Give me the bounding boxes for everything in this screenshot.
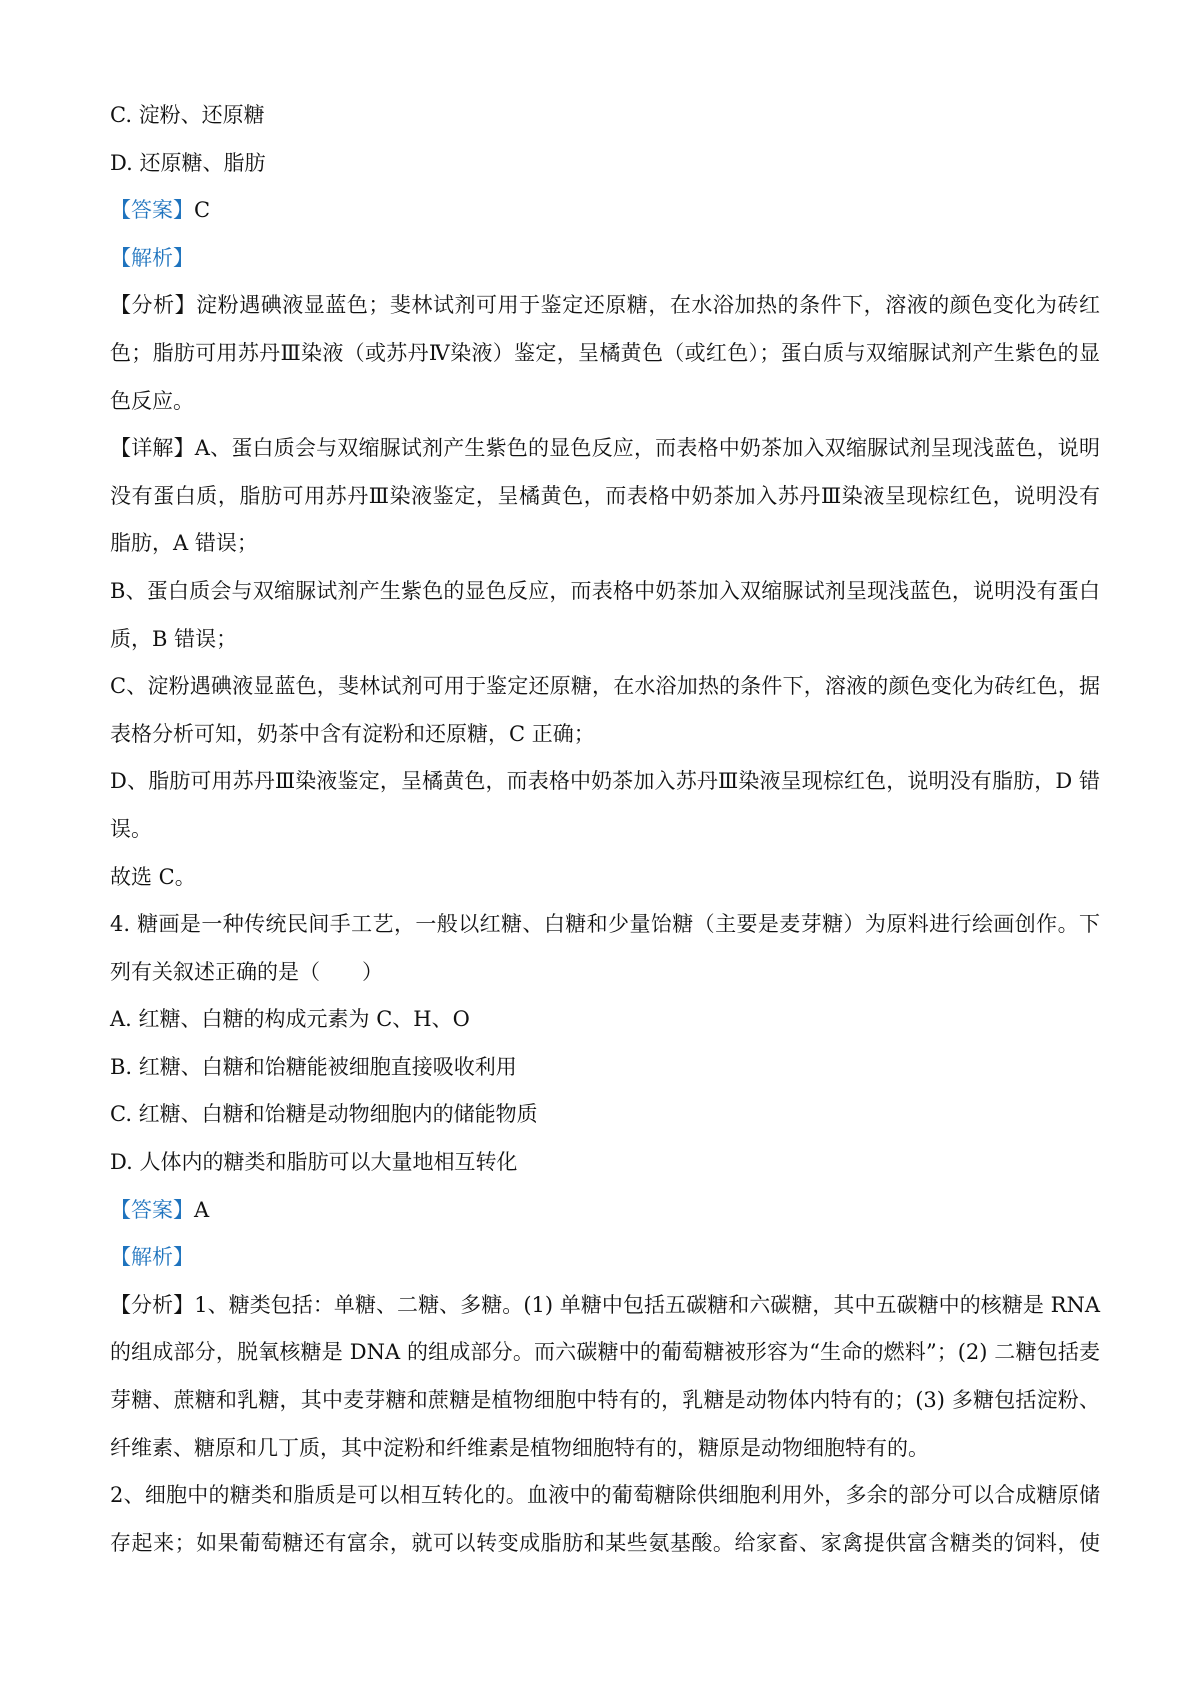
analysis-tag: 【解析】 bbox=[110, 1245, 194, 1270]
text-line: 2、细胞中的糖类和脂质是可以相互转化的。血液中的葡萄糖除供细胞利用外，多余的部分可以合成糖原储 bbox=[110, 1483, 1100, 1508]
answer-tag: 【答案】 bbox=[110, 1197, 194, 1222]
option-line: C. 淀粉、还原糖 bbox=[110, 103, 265, 127]
answer-line bbox=[110, 187, 1100, 235]
option-line: C. 红糖、白糖和饴糖是动物细胞内的储能物质 bbox=[110, 1102, 538, 1127]
text-line: 【分析】1、糖类包括：单糖、二糖、多糖。(1) 单糖中包括五碳糖和六碳糖，其中五碳糖中的核糖是 RNA bbox=[110, 1292, 1100, 1317]
question-stem: 列有关叙述正确的是（ ） bbox=[110, 959, 383, 984]
answer-tag: 【答案】 bbox=[110, 198, 194, 223]
option-line: B. 红糖、白糖和饴糖能被细胞直接吸收利用 bbox=[110, 1054, 517, 1079]
text-line: 芽糖、蔗糖和乳糖，其中麦芽糖和蔗糖是植物细胞中特有的，乳糖是动物体内特有的；(3) 多糖包括淀粉、 bbox=[110, 1388, 1100, 1413]
text-line: 存起来；如果葡萄糖还有富余，就可以转变成脂肪和某些氨基酸。给家畜、家禽提供富含糖类的饲料，使 bbox=[110, 1530, 1100, 1555]
text-line: B、蛋白质会与双缩脲试剂产生紫色的显色反应，而表格中奶茶加入双缩脲试剂呈现浅蓝色，说明没有蛋白 bbox=[110, 578, 1100, 603]
text-line: 【详解】A、蛋白质会与双缩脲试剂产生紫色的显色反应，而表格中奶茶加入双缩脲试剂呈现浅蓝色，说明 bbox=[110, 436, 1100, 461]
text-line: 表格分析可知，奶茶中含有淀粉和还原糖，C 正确； bbox=[110, 721, 595, 746]
answer-line bbox=[110, 1187, 1100, 1235]
text-line: 的组成部分，脱氧核糖是 DNA 的组成部分。而六碳糖中的葡萄糖被形容为“生命的燃料”；(2) 二糖包括麦 bbox=[110, 1340, 1100, 1365]
question-stem: 4. 糖画是一种传统民间手工艺，一般以红糖、白糖和少量饴糖（主要是麦芽糖）为原料进行绘画创作。下 bbox=[110, 912, 1100, 937]
text-line: 【分析】淀粉遇碘液显蓝色；斐林试剂可用于鉴定还原糖，在水浴加热的条件下，溶液的颜色变化为砖红 bbox=[110, 293, 1100, 318]
text-line: 色；脂肪可用苏丹Ⅲ染液（或苏丹Ⅳ染液）鉴定，呈橘黄色（或红色）；蛋白质与双缩脲试剂产生紫色的显 bbox=[110, 340, 1100, 365]
option-line: A. 红糖、白糖的构成元素为 C、H、O bbox=[110, 1007, 470, 1032]
option-line: D. 人体内的糖类和脂肪可以大量地相互转化 bbox=[110, 1150, 518, 1175]
text-line: 色反应。 bbox=[110, 388, 194, 413]
text-line: 质，B 错误； bbox=[110, 626, 238, 651]
text-line: C、淀粉遇碘液显蓝色，斐林试剂可用于鉴定还原糖，在水浴加热的条件下，溶液的颜色变化为砖红色，据 bbox=[110, 674, 1100, 699]
answer-value: C bbox=[194, 198, 211, 223]
text-line: 脂肪，A 错误； bbox=[110, 531, 258, 556]
option-line: D. 还原糖、脂肪 bbox=[110, 150, 266, 175]
text-line: 误。 bbox=[110, 816, 152, 841]
analysis-tag: 【解析】 bbox=[110, 245, 194, 270]
text-line: D、脂肪可用苏丹Ⅲ染液鉴定，呈橘黄色，而表格中奶茶加入苏丹Ⅲ染液呈现棕红色，说明没有脂肪，D 错 bbox=[110, 769, 1100, 794]
answer-value: A bbox=[194, 1197, 210, 1222]
text-line: 没有蛋白质，脂肪可用苏丹Ⅲ染液鉴定，呈橘黄色，而表格中奶茶加入苏丹Ⅲ染液呈现棕红色，说明没有 bbox=[110, 483, 1100, 508]
text-line: 故选 C。 bbox=[110, 864, 196, 889]
text-line: 纤维素、糖原和几丁质，其中淀粉和纤维素是植物细胞特有的，糖原是动物细胞特有的。 bbox=[110, 1435, 929, 1460]
document-page bbox=[110, 92, 1100, 1567]
